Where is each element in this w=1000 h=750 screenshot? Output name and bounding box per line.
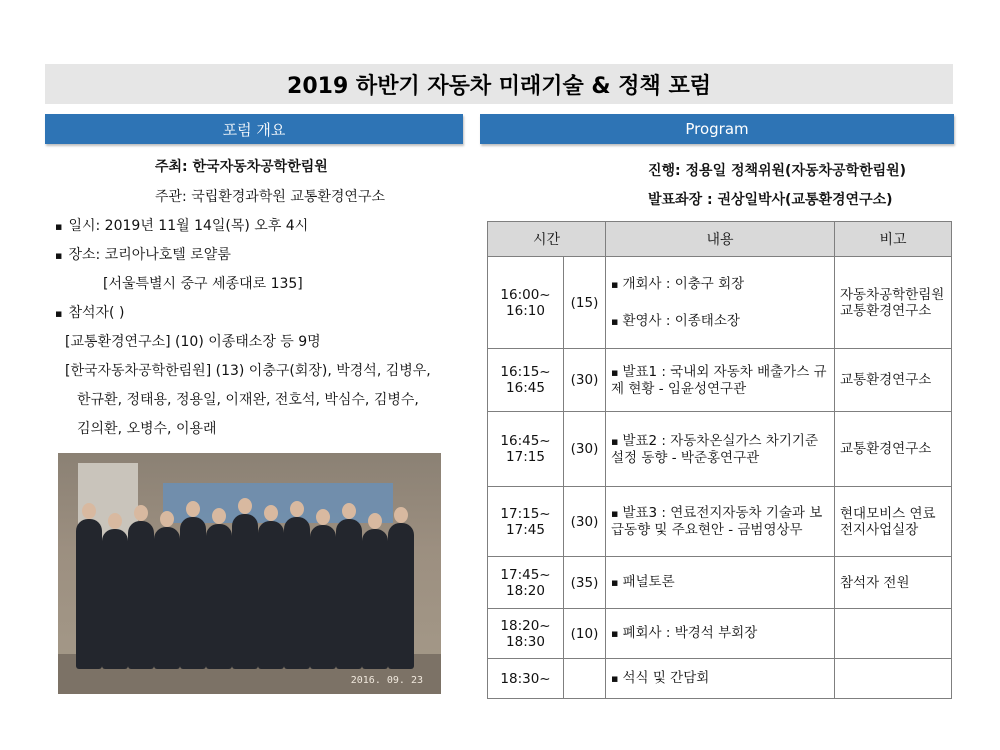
overview-section-header: 포럼 개요 [45, 114, 463, 144]
row-item: ▪ 발표1 : 국내외 자동차 배출가스 규제 현황 - 임윤성연구관 [611, 364, 829, 397]
program-row [488, 609, 952, 659]
row-item: ▪ 폐회사 : 박경석 부회장 [611, 625, 829, 642]
row-item: ▪ 패널토론 [611, 574, 829, 591]
photo-person [336, 519, 362, 669]
row-duration: (10) [564, 609, 606, 659]
row-content [606, 257, 835, 349]
program-row [488, 659, 952, 699]
program-table [487, 221, 952, 699]
attendees-group1: [교통환경연구소] (10) 이종태소장 등 9명 [65, 334, 321, 350]
organizer-text: 주관: 국립환경과학원 교통환경연구소 [155, 189, 386, 205]
program-row [488, 257, 952, 349]
row-duration: (35) [564, 557, 606, 609]
row-note: 참석자 전원 [835, 557, 952, 609]
row-content [606, 349, 835, 412]
program-row [488, 412, 952, 487]
row-note [835, 609, 952, 659]
place-text: ▪ 장소: 코리아나호텔 로얄룸 [55, 244, 231, 264]
address-text: [서울특별시 중구 세종대로 135] [103, 276, 303, 292]
row-duration: (30) [564, 349, 606, 412]
chair-text: 발표좌장 : 권상일박사(교통환경연구소) [648, 192, 893, 208]
photo-person [128, 521, 154, 669]
row-item: ▪ 석식 및 간담회 [611, 670, 829, 687]
moderator-text: 진행: 정용일 정책위원(자동차공학한림원) [648, 163, 907, 179]
row-content [606, 557, 835, 609]
column-header-time: 시간 [488, 222, 606, 257]
program-section-header: Program [480, 114, 954, 144]
column-header-content: 내용 [606, 222, 835, 257]
photo-person [232, 514, 258, 669]
row-content [606, 487, 835, 557]
program-row [488, 349, 952, 412]
row-item: ▪ 발표2 : 자동차온실가스 차기기준 설정 동향 - 박준홍연구관 [611, 433, 829, 466]
row-duration: (30) [564, 487, 606, 557]
row-note: 교통환경연구소 [835, 349, 952, 412]
photo-person [180, 517, 206, 669]
row-item: ▪ 발표3 : 연료전지자동차 기술과 보급동향 및 주요현안 - 금범영상무 [611, 505, 829, 538]
attendees-label: ▪ 참석자( ) [55, 302, 124, 322]
photo-person [206, 524, 232, 669]
host-text: 주최: 한국자동차공학한림원 [155, 159, 328, 175]
row-content [606, 412, 835, 487]
row-duration: (30) [564, 412, 606, 487]
row-time: 17:45~ 18:20 [488, 557, 564, 609]
row-note: 자동차공학한림원 교통환경연구소 [835, 257, 952, 349]
page-title: 2019 하반기 자동차 미래기술 & 정책 포럼 [45, 64, 953, 104]
date-text: ▪ 일시: 2019년 11월 14일(목) 오후 4시 [55, 215, 308, 235]
row-duration: (15) [564, 257, 606, 349]
row-time: 17:15~ 17:45 [488, 487, 564, 557]
row-duration [564, 659, 606, 699]
row-note: 현대모비스 연료전지사업실장 [835, 487, 952, 557]
photo-person [76, 519, 102, 669]
photo-date-stamp: 2016. 09. 23 [350, 675, 423, 686]
row-time: 18:20~ 18:30 [488, 609, 564, 659]
attendees-group2-line1: [한국자동차공학한림원] (13) 이충구(회장), 박경석, 김병우, [65, 363, 431, 379]
attendees-group2-line3: 김의환, 오병수, 이용래 [77, 421, 217, 437]
photo-person [102, 529, 128, 669]
program-row [488, 557, 952, 609]
row-item: ▪ 개회사 : 이충구 회장 [611, 276, 829, 293]
photo-person [154, 527, 180, 669]
photo-person [310, 525, 336, 669]
photo-person [258, 521, 284, 669]
photo-person [388, 523, 414, 669]
group-photo [58, 453, 441, 694]
row-time: 16:45~ 17:15 [488, 412, 564, 487]
column-header-note: 비고 [835, 222, 952, 257]
attendees-group2-line2: 한규환, 정태용, 정용일, 이재완, 전호석, 박심수, 김병수, [77, 392, 419, 408]
row-time: 16:00~ 16:10 [488, 257, 564, 349]
row-note [835, 659, 952, 699]
row-content [606, 609, 835, 659]
row-time: 16:15~ 16:45 [488, 349, 564, 412]
photo-person [284, 517, 310, 669]
program-table-body [488, 257, 952, 699]
row-item: ▪ 환영사 : 이종태소장 [611, 313, 829, 330]
program-row [488, 487, 952, 557]
row-content [606, 659, 835, 699]
photo-person [362, 529, 388, 669]
row-time: 18:30~ [488, 659, 564, 699]
row-note: 교통환경연구소 [835, 412, 952, 487]
